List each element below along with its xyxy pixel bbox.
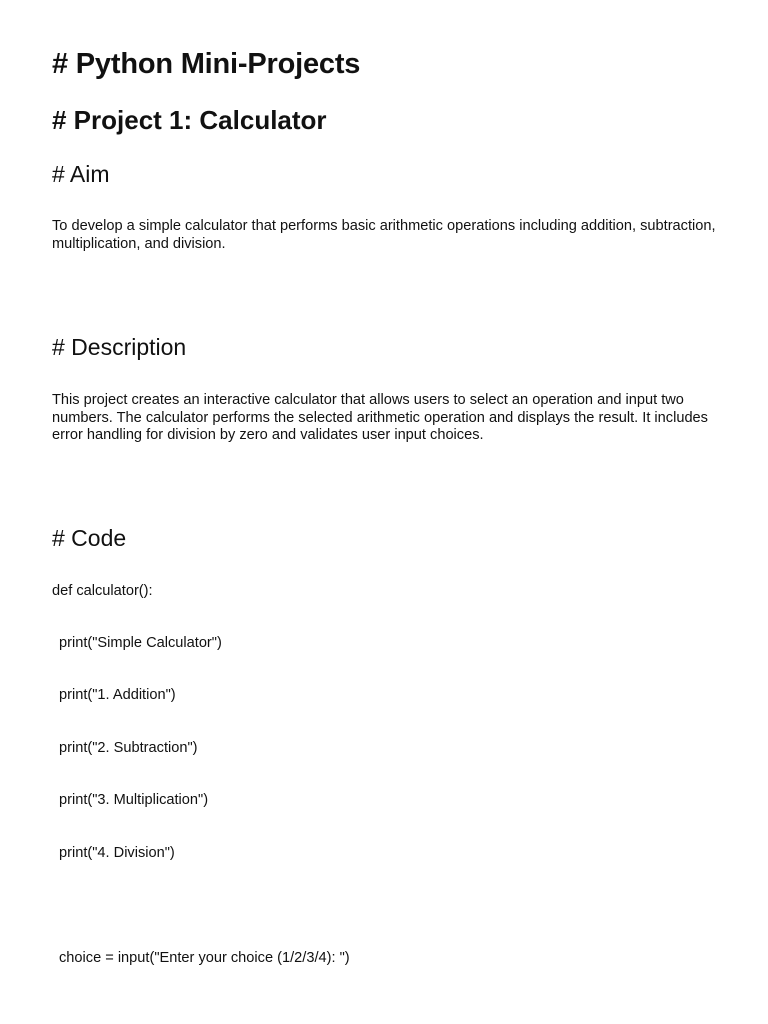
aim-text: To develop a simple calculator that performs basic arithmetic operations including addition, subtraction, multiplication, and division. xyxy=(52,218,716,252)
code-line-print-addition: print("1. Addition") xyxy=(59,687,176,703)
project-heading: # Project 1: Calculator xyxy=(52,105,327,135)
code-line-print-title: print("Simple Calculator") xyxy=(59,635,222,651)
code-heading: # Code xyxy=(52,525,127,551)
document-title: # Python Mini-Projects xyxy=(52,48,361,80)
description-text: This project creates an interactive calculator that allows users to select an operation and input two numbers. The calculator performs the selected arithmetic operation and displays the result. It includes error handling for division by zero and validates user input choices. xyxy=(52,392,708,443)
code-line-def: def calculator(): xyxy=(52,583,153,599)
code-line-choice-input: choice = input("Enter your choice (1/2/3/4): ") xyxy=(59,950,350,966)
code-line-print-division: print("4. Division") xyxy=(59,845,175,861)
code-line-print-multiplication: print("3. Multiplication") xyxy=(59,792,209,808)
code-line-print-subtraction: print("2. Subtraction") xyxy=(59,740,198,756)
description-heading: # Description xyxy=(52,334,187,360)
aim-heading: # Aim xyxy=(52,161,110,187)
